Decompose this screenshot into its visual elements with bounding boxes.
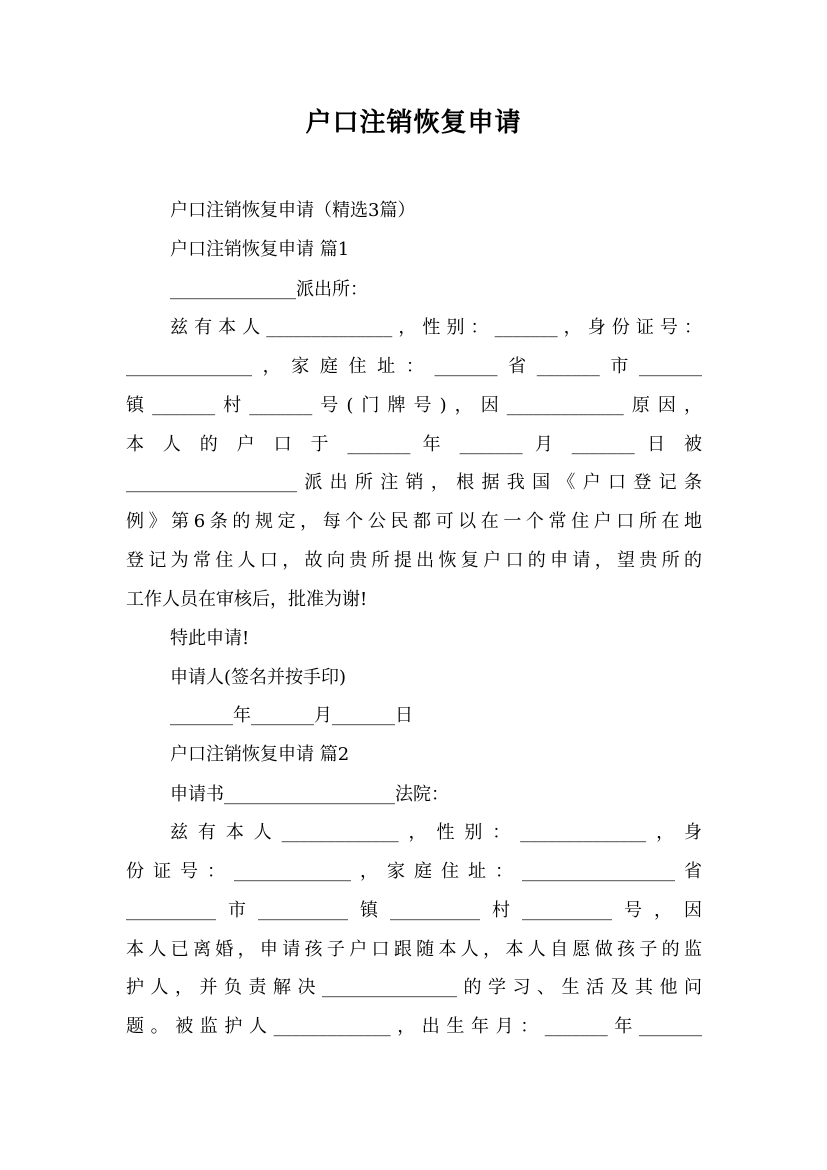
paragraph-line: 登记为常住人口，故向贵所提出恢复户口的申请，望贵所的 xyxy=(126,550,702,571)
paragraph-line: 本人已离婚，申请孩子户口跟随本人，本人自愿做孩子的监 xyxy=(126,939,702,960)
paragraph-line: ___________________派出所注销，根据我国《户口登记条 xyxy=(126,472,702,493)
paragraph-line: 份证号：_____________，家庭住址：_________________省 xyxy=(126,861,702,882)
paragraph-line: 兹有本人_____________，性别：______________，身 xyxy=(170,822,702,843)
paragraph-line: ______________，家庭住址：_______省_______市_______ xyxy=(126,356,702,377)
document-title: 户口注销恢复申请 xyxy=(305,108,522,138)
date-line: _______年_______月_______日 xyxy=(170,705,413,726)
signature-line: 申请人(签名并按手印) xyxy=(170,667,347,688)
paragraph-line: 镇_______村_______号(门牌号)，因_____________原因， xyxy=(126,395,702,416)
paragraph-line: 例》第6条的规定，每个公民都可以在一个常住户口所在地 xyxy=(126,511,702,532)
addressee-line: ______________派出所： xyxy=(170,279,368,300)
closing-line: 特此申请! xyxy=(170,628,250,649)
addressee-line: 申请书___________________法院： xyxy=(170,784,449,805)
paragraph-line: 护人，并负责解决_______________的学习、生活及其他问 xyxy=(126,977,702,998)
paragraph-line: __________市__________镇__________村__________号，因 xyxy=(126,900,702,921)
paragraph-line: 兹有本人______________，性别：_______，身份证号： xyxy=(170,317,702,338)
section-heading-2: 户口注销恢复申请 篇2 xyxy=(170,744,350,765)
paragraph-line: 本 人 的 户 口 于 _______ 年 _______ 月 _______ 日 被 xyxy=(126,434,702,455)
paragraph-line: 工作人员在审核后，批准为谢! xyxy=(126,589,368,610)
paragraph-line: 题。被监护人_____________，出生年月：_______年_______ xyxy=(126,1016,702,1037)
subtitle-line: 户口注销恢复申请（精选3篇） xyxy=(170,200,416,221)
section-heading-1: 户口注销恢复申请 篇1 xyxy=(170,239,350,260)
